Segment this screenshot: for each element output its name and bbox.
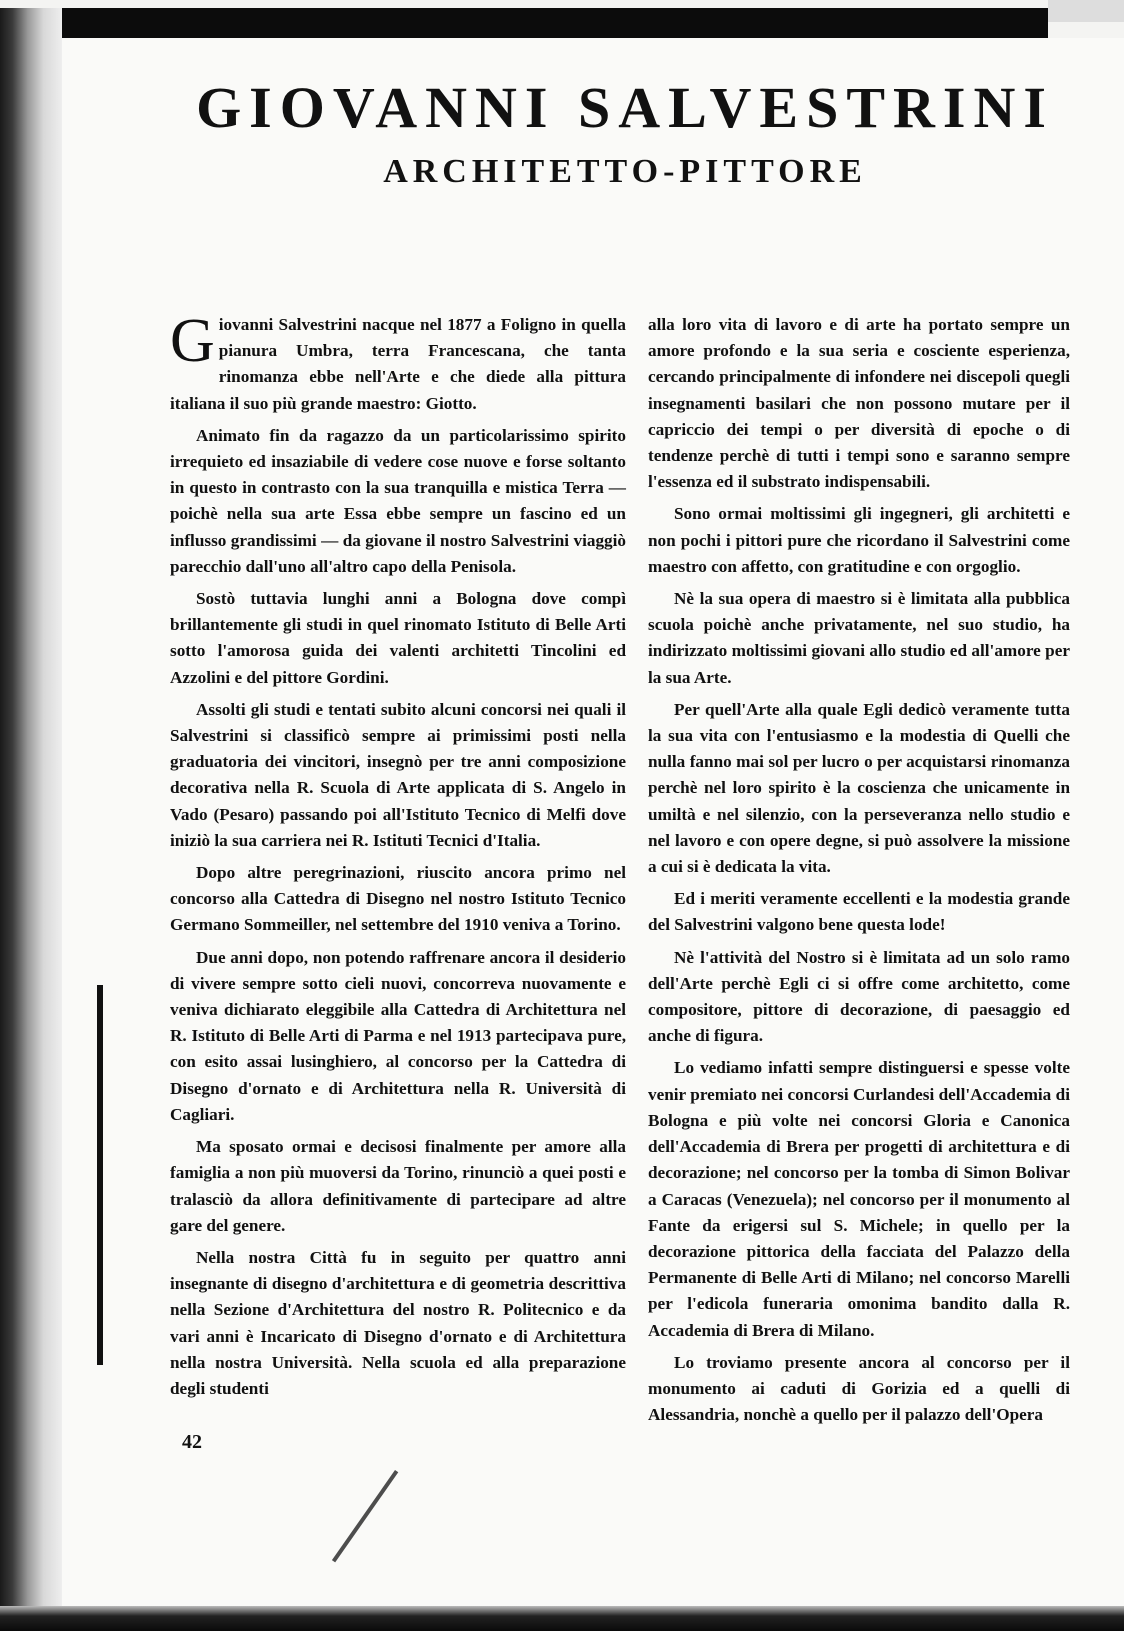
paragraph: Animato fin da ragazzo da un particolarissimo spirito irrequieto ed insaziabile di vedere cose nuove e forse soltanto in questo in contrasto con la sua tranquilla e mistica Terra — poichè nella sua arte Essa ebbe sempre un fascino ed un influsso grandissimi — da giovane il nostro Salvestrini viaggiò parecchio dall'uno all'altro capo della Penisola. <box>170 425 626 576</box>
paragraph: Dopo altre peregrinazioni, riuscito ancora primo nel concorso alla Cattedra di Disegno nel nostro Istituto Tecnico Germano Sommeiller, nel settembre del 1910 veniva a Torino. <box>170 863 626 935</box>
paragraph: Nè l'attività del Nostro si è limitata ad un solo ramo dell'Arte perchè Egli ci si offre come architetto, come compositore, pittore di decorazione, di paesaggio ed anche di figura. <box>648 947 1070 1046</box>
right-column <box>648 312 1070 1434</box>
page-number: 42 <box>182 1431 202 1454</box>
paragraph: Per quell'Arte alla quale Egli dedicò veramente tutta la sua vita con l'entusiasmo e la modestia di Quelli che nulla fanno mai sol per lucro o per acquistarsi rinomanza perchè nel loro spirito è la coscienza che unicamente in umiltà e nel silenzio, con la perseveranza nello studio e nel lavoro e con opere degne, si può assolvere la missione a cui si è dedicata la vita. <box>648 699 1070 877</box>
paragraph <box>170 307 626 417</box>
article-title: GIOVANNI SALVESTRINI <box>196 75 1054 140</box>
paragraph: Sono ormai moltissimi gli ingegneri, gli architetti e non pochi i pittori pure che ricordano il Salvestrini come maestro con affetto, con gratitudine e con orgoglio. <box>648 504 1070 576</box>
paragraph: Ma sposato ormai e decisosi finalmente per amore alla famiglia a non più muoversi da Torino, rinunciò a quei posti e tralasciò da allora definitivamente di partecipare ad altre gare del genere. <box>170 1137 626 1235</box>
paragraph: Lo troviamo presente ancora al concorso per il monumento ai caduti di Gorizia ed a quelli di Alessandria, nonchè a quello per il palazzo dell'Opera <box>648 1352 1070 1425</box>
article-header <box>170 75 1080 190</box>
paragraph: Nè la sua opera di maestro si è limitata alla pubblica scuola poichè anche privatamente, nel suo studio, ha indirizzato moltissimi giovani allo studio ed all'amore per la sua Arte. <box>648 589 1070 687</box>
paragraph: Assolti gli studi e tentati subito alcuni concorsi nei quali il Salvestrini si classificò sempre ai primissimi posti nella graduatoria dei vincitori, insegnò per tre anni composizione decorativa nella R. Scuola di Arte applicata di S. Angelo in Vado (Pesaro) passando poi all'Istituto Tecnico di Melfi dove iniziò la sua carriera nei R. Istituti Tecnici d'Italia. <box>170 699 626 850</box>
paragraph: Lo vediamo infatti sempre distinguersi e spesse volte venir premiato nei concorsi Curlandesi dell'Accademia di Bologna e più volte nei concorsi Gloria e Canonica dell'Accademia di Brera per progetti di architettura e di decorazione; nel concorso per la tomba di Simon Bolivar a Caracas (Venezuela); nel concorso per il monumento al Fante da erigersi sul S. Michele; in quello per la decorazione pittorica della facciata del Palazzo della Permanente di Belle Arti di Milano; nel concorso Marelli per l'edicola funeraria omonima bandito dalla R. Accademia di Brera di Milano. <box>648 1058 1070 1340</box>
article-subtitle: ARCHITETTO-PITTORE <box>383 152 867 190</box>
scan-border-bottom <box>0 1606 1124 1631</box>
margin-mark <box>97 985 103 1365</box>
left-column <box>170 307 626 1454</box>
paragraph: Nella nostra Città fu in seguito per quattro anni insegnante di disegno d'architettura e di geometria descrittiva nella Sezione d'Architettura del nostro R. Politecnico e da vari anni è Incaricato di Disegno d'ornato e di Architettura nella nostra Università. Nella scuola ed alla preparazione degli studenti <box>170 1247 626 1398</box>
scan-corner <box>1048 0 1124 22</box>
paragraph: Ed i meriti veramente eccellenti e la modestia grande del Salvestrini valgono bene questa lode! <box>648 889 1070 935</box>
drop-cap: G <box>170 307 215 375</box>
paragraph: alla loro vita di lavoro e di arte ha portato sempre un amore profondo e la sua seria e cosciente esperienza, cercando principalmente di infondere nei discepoli quegli insegnamenti basilari che non possono mutare per il capriccio dei tempi o per diversità di epoche o di tendenze perchè di tutti i tempi sono e saranno sempre l'essenza ed il substrato indispensabili. <box>648 315 1070 492</box>
scan-border-left <box>0 8 62 1631</box>
paragraph: Due anni dopo, non potendo raffrenare ancora il desiderio di vivere sempre sotto cieli nuovi, concorreva nuovamente e veniva dichiarato eleggibile alla Cattedra di Architettura nel R. Istituto di Belle Arti di Parma e nel 1913 partecipava pure, con esito assai lusinghiero, al concorso per la Cattedra di Disegno d'ornato e di Architettura nella R. Università di Cagliari. <box>170 947 626 1124</box>
scan-border-top <box>0 8 1048 38</box>
paragraph: Sostò tuttavia lunghi anni a Bologna dove compì brillantemente gli studi in quel rinomato Istituto di Belle Arti sotto l'amorosa guida dei valenti architetti Tincolini ed Azzolini e del pittore Gordini. <box>170 589 626 687</box>
paragraph-text: iovanni Salvestrini nacque nel 1877 a Foligno in quella pianura Umbra, terra Francescana, che tanta rinomanza ebbe nell'Arte e che diede alla pittura italiana il suo più grande maestro: Giotto. <box>170 315 626 413</box>
